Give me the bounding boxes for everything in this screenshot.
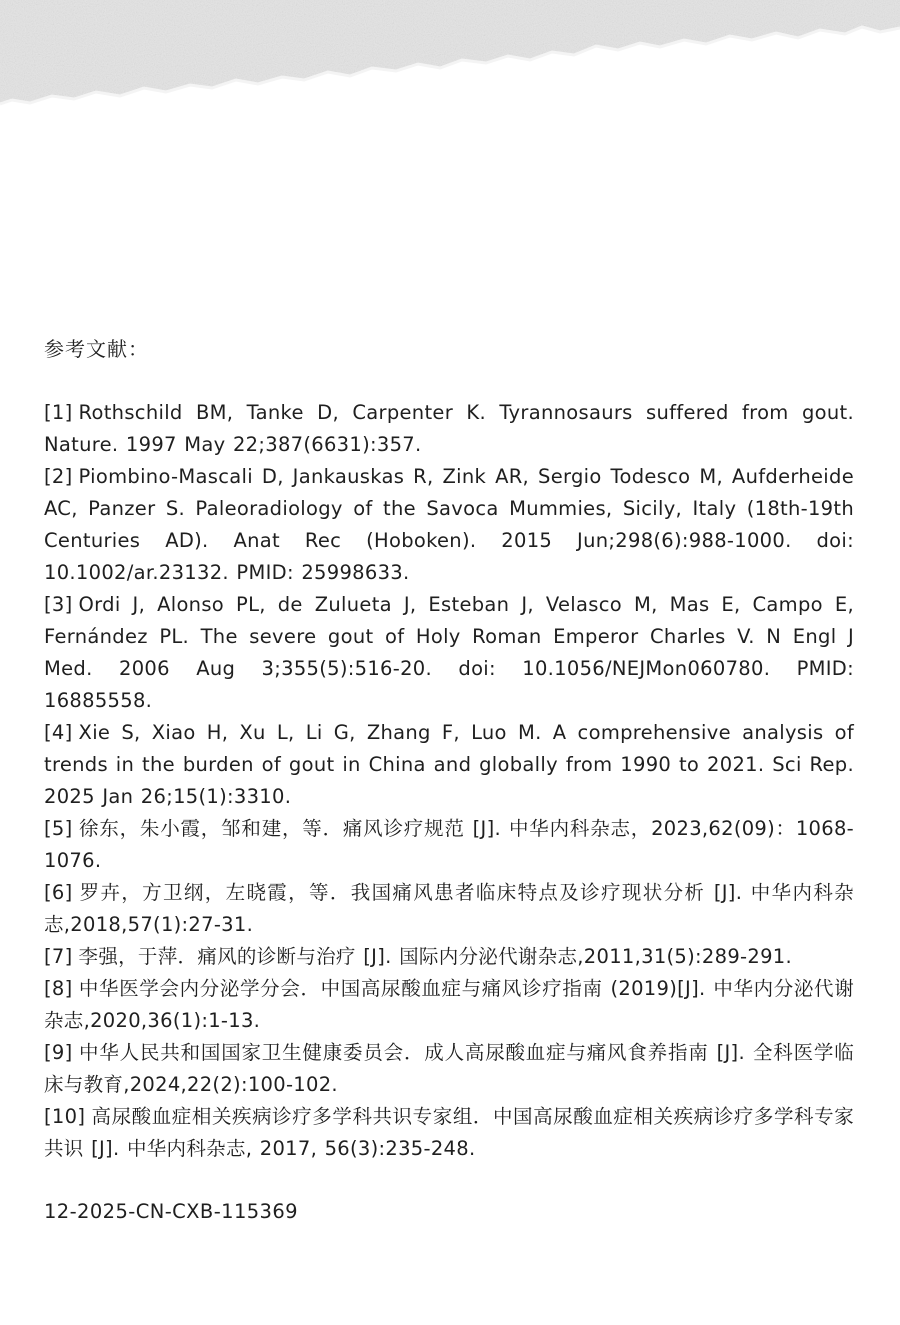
reference-item: [44, 813, 854, 877]
reference-text: Rothschild BM, Tanke D, Carpenter K. Tyrannosaurs suffered from gout. Nature. 1997 May 22;387(6631):357.: [44, 401, 854, 456]
reference-text: Piombino-Mascali D, Jankauskas R, Zink AR, Sergio Todesco M, Aufderheide AC, Panzer S. Paleoradiology of the Savoca Mummies, Sicily, Italy (18th-19th Centuries AD). Anat Rec (Hoboken). 2015 Jun;298(6):988-1000. doi: 10.1002/ar.23132. PMID: 25998633.: [44, 465, 854, 584]
torn-paper-header: [0, 0, 900, 110]
reference-item: [44, 1037, 854, 1101]
reference-item: [44, 941, 854, 973]
reference-item: [44, 397, 854, 461]
reference-number: [2]: [44, 465, 73, 488]
document-code: 12-2025-CN-CXB-115369: [44, 1200, 298, 1223]
reference-text: Xie S, Xiao H, Xu L, Li G, Zhang F, Luo M. A comprehensive analysis of trends in the burden of gout in China and globally from 1990 to 2021. Sci Rep. 2025 Jan 26;15(1):3310.: [44, 721, 854, 808]
references-list: [44, 397, 854, 1165]
reference-number: [9]: [44, 1041, 73, 1064]
reference-number: [7]: [44, 945, 73, 968]
references-section: [44, 333, 854, 1165]
reference-text: Ordi J, Alonso PL, de Zulueta J, Esteban J, Velasco M, Mas E, Campo E, Fernández PL. The severe gout of Holy Roman Emperor Charles V. N Engl J Med. 2006 Aug 3;355(5):516-20. doi: 10.1056/NEJMon060780. PMID: 16885558.: [44, 593, 854, 712]
references-heading: 参考文献：: [44, 337, 149, 361]
reference-item: [44, 877, 854, 941]
reference-item: [44, 717, 854, 813]
reference-item: [44, 461, 854, 589]
reference-text: 高尿酸血症相关疾病诊疗多学科共识专家组．中国高尿酸血症相关疾病诊疗多学科专家共识 [J]. 中华内科杂志, 2017, 56(3):235-248.: [44, 1105, 854, 1160]
reference-text: 徐东，朱小霞，邹和建，等．痛风诊疗规范 [J]. 中华内科杂志，2023,62(09)：1068-1076.: [44, 817, 854, 872]
reference-number: [6]: [44, 881, 73, 904]
reference-item: [44, 1101, 854, 1165]
reference-number: [4]: [44, 721, 73, 744]
reference-item: [44, 973, 854, 1037]
reference-text: 中华人民共和国国家卫生健康委员会．成人高尿酸血症与痛风食养指南 [J]. 全科医学临床与教育,2024,22(2):100-102.: [44, 1041, 854, 1096]
reference-number: [10]: [44, 1105, 86, 1128]
reference-text: 中华医学会内分泌学分会．中国高尿酸血症与痛风诊疗指南 (2019)[J]. 中华内分泌代谢杂志,2020,36(1):1-13.: [44, 977, 854, 1032]
reference-number: [3]: [44, 593, 73, 616]
reference-item: [44, 589, 854, 717]
reference-number: [1]: [44, 401, 73, 424]
reference-number: [8]: [44, 977, 73, 1000]
reference-text: 罗卉，方卫纲，左晓霞，等．我国痛风患者临床特点及诊疗现状分析 [J]. 中华内科杂志,2018,57(1):27-31.: [44, 881, 854, 936]
reference-number: [5]: [44, 817, 73, 840]
reference-text: 李强，于萍．痛风的诊断与治疗 [J]. 国际内分泌代谢杂志,2011,31(5):289-291.: [78, 945, 792, 968]
